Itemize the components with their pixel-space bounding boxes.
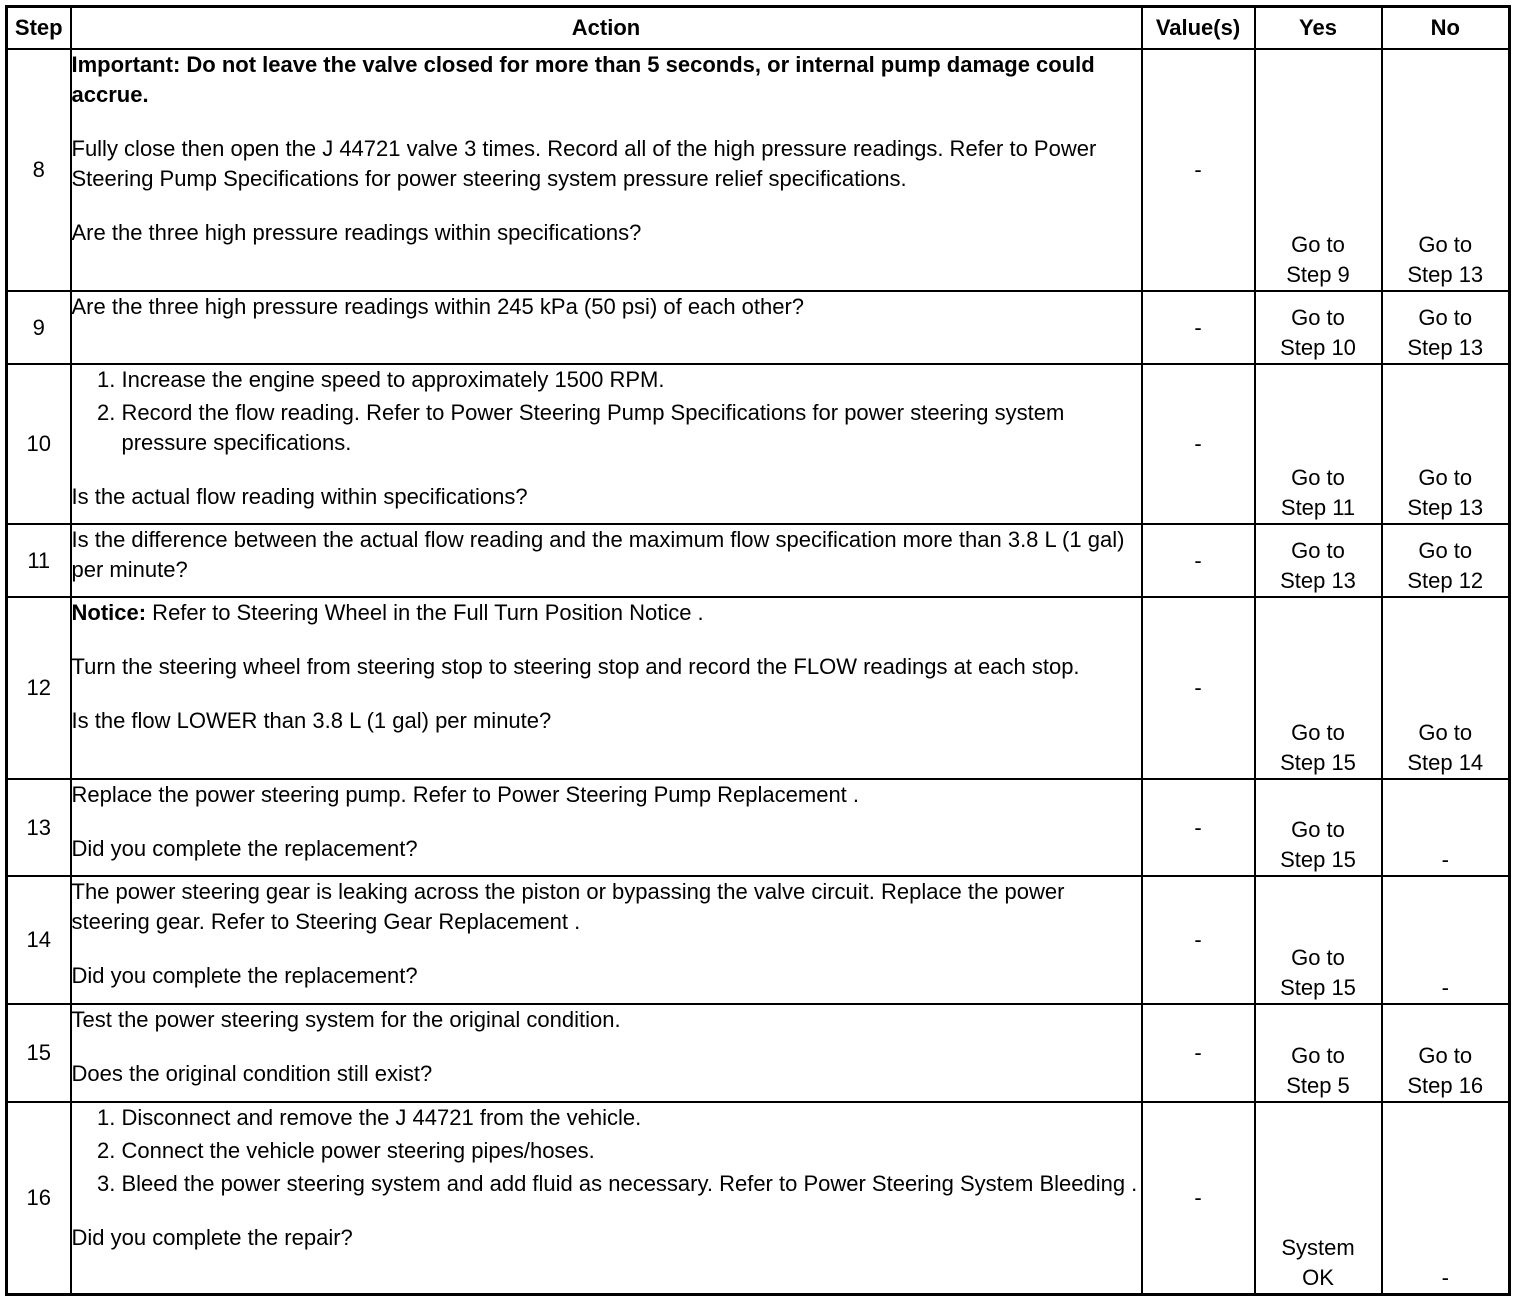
header-yes: Yes: [1255, 7, 1382, 50]
value-cell: -: [1142, 597, 1255, 779]
yes-target-step: Step 9: [1286, 262, 1350, 287]
question-text: Did you complete the replacement?: [71, 836, 418, 861]
value-cell: -: [1142, 364, 1255, 524]
instruction-text: Turn the steering wheel from steering stop to steering stop and record the FLOW readings at each stop.: [71, 654, 1080, 679]
instruction-text: Fully close then open the J 44721 valve 3 times. Record all of the high pressure readings. Refer to Power Steering Pump Specifications for power steering system pressure relief specifications.: [71, 136, 1097, 191]
header-row: [7, 7, 1510, 50]
no-target-step: Step 14: [1407, 750, 1484, 775]
no-cell: -: [1382, 876, 1510, 1004]
yes-result-line1: System: [1281, 1234, 1355, 1260]
value-cell: -: [1142, 524, 1255, 597]
action-cell: [71, 876, 1142, 1004]
list-item: 3. Bleed the power steering system and add fluid as necessary. Refer to Power Steering System Bleeding .: [122, 1169, 1141, 1199]
notice-text: Refer to Steering Wheel in the Full Turn Position Notice .: [146, 600, 704, 625]
instruction-text: The power steering gear is leaking across the piston or bypassing the valve circuit. Replace the power steering gear. Refer to Steering Gear Replacement .: [71, 879, 1065, 934]
yes-cell: [1255, 49, 1382, 291]
step-number: 12: [7, 597, 71, 779]
yes-go-to: Go to: [1291, 232, 1345, 257]
table-row: [7, 597, 1510, 779]
value-cell: -: [1142, 1004, 1255, 1102]
yes-go-to: Go to: [1291, 465, 1345, 490]
action-cell: [71, 49, 1142, 291]
no-go-to: Go to: [1418, 1043, 1473, 1068]
table-row: [7, 1004, 1510, 1102]
action-cell: [71, 291, 1142, 364]
question-text: Did you complete the repair?: [71, 1225, 353, 1250]
no-go-to: Go to: [1418, 465, 1473, 490]
instruction-text: Replace the power steering pump. Refer to Power Steering Pump Replacement .: [71, 782, 860, 807]
question-text: Are the three high pressure readings within specifications?: [71, 220, 642, 245]
yes-cell: [1255, 524, 1382, 597]
no-go-to: Go to: [1418, 720, 1473, 745]
question-text: Does the original condition still exist?: [71, 1061, 433, 1086]
yes-cell: [1255, 1004, 1382, 1102]
yes-cell: [1255, 876, 1382, 1004]
yes-cell: [1255, 364, 1382, 524]
yes-cell: [1255, 597, 1382, 779]
table-row: [7, 291, 1510, 364]
no-cell: [1382, 364, 1510, 524]
yes-target-step: Step 15: [1280, 750, 1356, 775]
no-target-step: Step 12: [1407, 568, 1484, 593]
yes-target-step: Step 11: [1280, 495, 1356, 520]
list-item: 1. Disconnect and remove the J 44721 from the vehicle.: [122, 1103, 1141, 1133]
value-cell: -: [1142, 779, 1255, 876]
value-cell: -: [1142, 1102, 1255, 1294]
step-number: 14: [7, 876, 71, 1004]
yes-cell: [1255, 1102, 1382, 1294]
important-label: Important:: [71, 52, 181, 77]
question-text: Is the flow LOWER than 3.8 L (1 gal) per minute?: [71, 708, 552, 733]
table-row: [7, 364, 1510, 524]
instruction-text: Test the power steering system for the original condition.: [71, 1007, 621, 1032]
step-number: 13: [7, 779, 71, 876]
notice-note: [72, 598, 1141, 628]
no-target-step: Step 13: [1407, 262, 1484, 287]
no-cell: -: [1382, 1102, 1510, 1294]
value-cell: -: [1142, 876, 1255, 1004]
action-cell: [71, 1102, 1142, 1294]
no-cell: [1382, 291, 1510, 364]
step-number: 8: [7, 49, 71, 291]
action-cell: [71, 364, 1142, 524]
no-go-to: Go to: [1418, 538, 1473, 563]
yes-target-step: Step 10: [1280, 335, 1356, 360]
step-number: 15: [7, 1004, 71, 1102]
question-text: Is the difference between the actual flow reading and the maximum flow specification more than 3.8 L (1 gal) per minute?: [71, 527, 1125, 582]
table-row: [7, 1102, 1510, 1294]
yes-target-step: Step 13: [1280, 568, 1356, 593]
yes-go-to: Go to: [1291, 538, 1345, 563]
procedure-list: [72, 365, 1141, 458]
no-cell: [1382, 1004, 1510, 1102]
question-text: Is the actual flow reading within specifications?: [71, 484, 528, 509]
no-cell: [1382, 597, 1510, 779]
header-values: Value(s): [1142, 7, 1255, 50]
table-row: [7, 876, 1510, 1004]
list-item: 2. Record the flow reading. Refer to Power Steering Pump Specifications for power steering system pressure specifications.: [122, 398, 1141, 458]
step-number: 9: [7, 291, 71, 364]
value-cell: -: [1142, 291, 1255, 364]
yes-cell: [1255, 779, 1382, 876]
table-row: [7, 49, 1510, 291]
no-cell: [1382, 49, 1510, 291]
notice-label: Notice:: [71, 600, 147, 625]
no-go-to: Go to: [1418, 305, 1473, 330]
no-cell: -: [1382, 779, 1510, 876]
yes-go-to: Go to: [1291, 720, 1345, 745]
diagnostic-table: [5, 5, 1511, 1296]
header-action: Action: [71, 7, 1142, 50]
yes-go-to: Go to: [1291, 817, 1345, 842]
step-number: 10: [7, 364, 71, 524]
list-item: 1. Increase the engine speed to approximately 1500 RPM.: [122, 365, 1141, 395]
list-item: 2. Connect the vehicle power steering pipes/hoses.: [122, 1136, 1141, 1166]
action-cell: [71, 524, 1142, 597]
step-number: 16: [7, 1102, 71, 1294]
yes-target-step: Step 5: [1286, 1073, 1350, 1098]
action-cell: [71, 779, 1142, 876]
yes-cell: [1255, 291, 1382, 364]
yes-target-step: Step 15: [1280, 847, 1356, 872]
no-cell: [1382, 524, 1510, 597]
table-row: [7, 779, 1510, 876]
yes-go-to: Go to: [1291, 305, 1345, 330]
important-note: [72, 50, 1141, 110]
step-number: 11: [7, 524, 71, 597]
yes-result-line2: OK: [1302, 1264, 1334, 1290]
question-text: Did you complete the replacement?: [71, 963, 418, 988]
no-target-step: Step 13: [1407, 495, 1484, 520]
procedure-list: [72, 1103, 1141, 1199]
no-target-step: Step 13: [1407, 335, 1484, 360]
header-step: Step: [7, 7, 71, 50]
yes-go-to: Go to: [1291, 1043, 1345, 1068]
action-cell: [71, 597, 1142, 779]
action-cell: [71, 1004, 1142, 1102]
question-text: Are the three high pressure readings within 245 kPa (50 psi) of each other?: [71, 294, 805, 319]
yes-target-step: Step 15: [1280, 975, 1356, 1000]
no-go-to: Go to: [1418, 232, 1473, 257]
header-no: No: [1382, 7, 1510, 50]
table-row: [7, 524, 1510, 597]
value-cell: -: [1142, 49, 1255, 291]
important-text: Do not leave the valve closed for more than 5 seconds, or internal pump damage could accrue.: [71, 52, 1095, 107]
yes-go-to: Go to: [1291, 945, 1345, 970]
no-target-step: Step 16: [1407, 1073, 1484, 1098]
